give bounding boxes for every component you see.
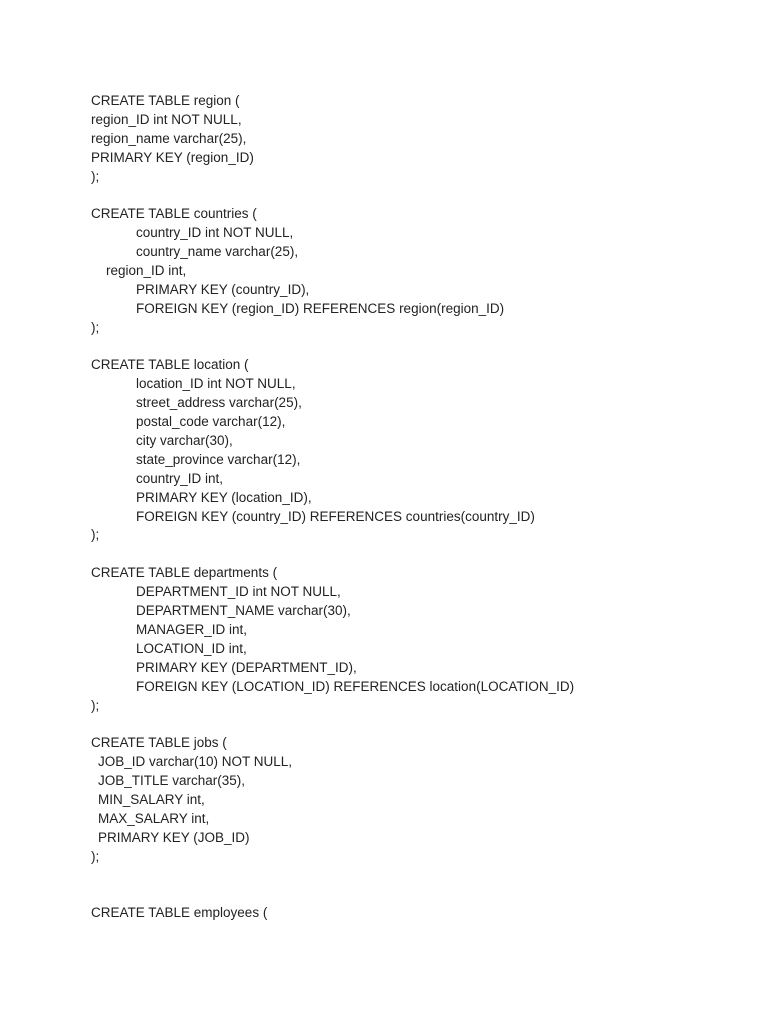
jobs-table-header: CREATE TABLE jobs (: [91, 735, 227, 751]
departments-line-1: DEPARTMENT_ID int NOT NULL,: [136, 584, 341, 600]
spacer: [91, 338, 574, 357]
region-table-close: );: [91, 168, 100, 184]
jobs-line-4: MAX_SALARY int,: [98, 810, 210, 826]
countries-line-2: country_name varchar(25),: [136, 244, 299, 260]
spacer: [91, 545, 574, 564]
countries-line-4: PRIMARY KEY (country_ID),: [136, 281, 310, 297]
jobs-table-close: );: [91, 848, 100, 864]
region-line-3: PRIMARY KEY (region_ID): [91, 149, 254, 165]
region-line-1: region_ID int NOT NULL,: [91, 111, 242, 127]
jobs-line-1: JOB_ID varchar(10) NOT NULL,: [98, 754, 293, 770]
countries-line-5: FOREIGN KEY (region_ID) REFERENCES region(region_ID): [136, 300, 505, 316]
jobs-line-5: PRIMARY KEY (JOB_ID): [98, 829, 250, 845]
location-line-1: location_ID int NOT NULL,: [136, 376, 296, 392]
location-line-6: country_ID int,: [136, 470, 224, 486]
countries-line-1: country_ID int NOT NULL,: [136, 225, 294, 241]
location-table-close: );: [91, 527, 100, 543]
region-line-2: region_name varchar(25),: [91, 130, 247, 146]
departments-table-header: CREATE TABLE departments (: [91, 565, 278, 581]
departments-line-4: LOCATION_ID int,: [136, 640, 247, 656]
departments-line-5: PRIMARY KEY (DEPARTMENT_ID),: [136, 659, 357, 675]
departments-line-6: FOREIGN KEY (LOCATION_ID) REFERENCES location(LOCATION_ID): [136, 678, 575, 694]
countries-line-3: region_ID int,: [106, 263, 187, 279]
jobs-line-2: JOB_TITLE varchar(35),: [98, 773, 246, 789]
spacer: [91, 885, 574, 904]
departments-table-close: );: [91, 697, 100, 713]
location-line-4: city varchar(30),: [136, 433, 233, 449]
location-line-8: FOREIGN KEY (country_ID) REFERENCES countries(country_ID): [136, 508, 535, 524]
sql-code-block: [91, 92, 574, 923]
departments-line-3: MANAGER_ID int,: [136, 621, 248, 637]
location-line-5: state_province varchar(12),: [136, 451, 301, 467]
spacer: [91, 867, 574, 886]
location-line-7: PRIMARY KEY (location_ID),: [136, 489, 312, 505]
location-line-2: street_address varchar(25),: [136, 395, 302, 411]
location-table-header: CREATE TABLE location (: [91, 357, 249, 373]
region-table-header: CREATE TABLE region (: [91, 93, 240, 108]
spacer: [91, 186, 574, 205]
countries-table-close: );: [91, 319, 100, 335]
location-line-3: postal_code varchar(12),: [136, 414, 286, 430]
countries-table-header: CREATE TABLE countries (: [91, 206, 257, 222]
jobs-line-3: MIN_SALARY int,: [98, 791, 205, 807]
spacer: [91, 715, 574, 734]
employees-table-header: CREATE TABLE employees (: [91, 905, 268, 921]
departments-line-2: DEPARTMENT_NAME varchar(30),: [136, 603, 351, 619]
